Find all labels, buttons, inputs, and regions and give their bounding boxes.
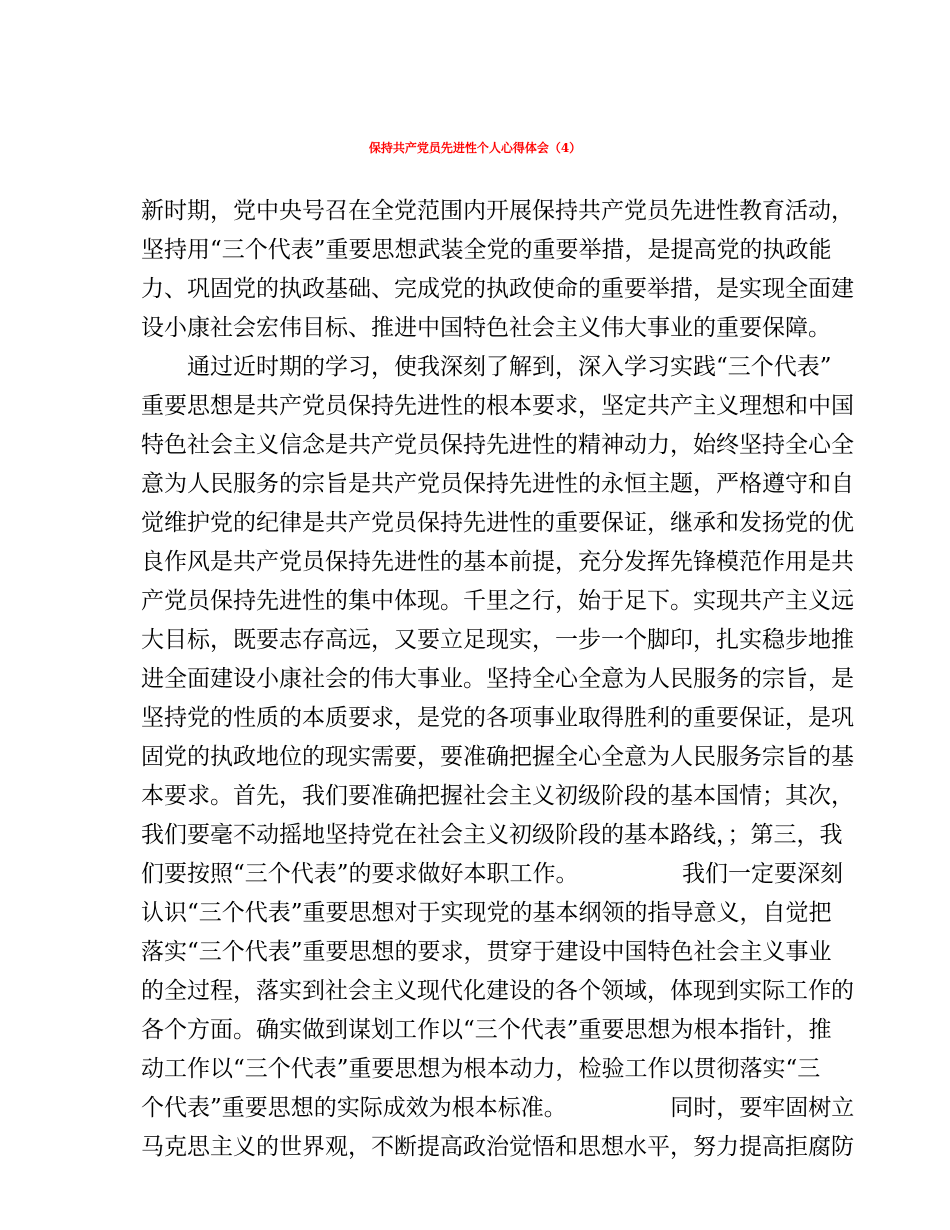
body-text-line: 觉维护党的纪律是共产党员保持先进性的重要保证，继承和发扬党的优 [141, 510, 854, 536]
body-text-line: 通过近时期的学习，使我深刻了解到，深入学习实践“三个代表” [141, 354, 832, 380]
body-text-line: 我们要毫不动摇地坚持党在社会主义初级阶段的基本路线，；第三，我 [141, 822, 843, 848]
body-text-line: 意为人民服务的宗旨是共产党员保持先进性的永恒主题，严格遵守和自 [141, 471, 854, 497]
body-text-line: 动工作以“三个代表”重要思想为根本动力，检验工作以贯彻落实“三 [141, 1056, 821, 1082]
body-text-line: 新时期，党中央号召在全党范围内开展保持共产党员先进性教育活动， [141, 198, 854, 224]
body-text-line: 个代表”重要思想的实际成效为根本标准。 同时，要牢固树立 [141, 1095, 855, 1121]
body-text-line: 们要按照“三个代表”的要求做好本职工作。 我们一定要深刻 [141, 861, 844, 887]
body-text-line: 的全过程，落实到社会主义现代化建设的各个领域，体现到实际工作的 [141, 978, 854, 1004]
body-text-line: 设小康社会宏伟目标、推进中国特色社会主义伟大事业的重要保障。 [141, 315, 831, 341]
body-text-line: 本要求。首先，我们要准确把握社会主义初级阶段的基本国情；其次， [141, 783, 854, 809]
body-text-line: 固党的执政地位的现实需要，要准确把握全心全意为人民服务宗旨的基 [141, 744, 854, 770]
body-text-line: 力、巩固党的执政基础、完成党的执政使命的重要举措，是实现全面建 [141, 276, 854, 302]
body-text-line: 各个方面。确实做到谋划工作以“三个代表”重要思想为根本指针，推 [141, 1017, 832, 1043]
body-text-line: 落实“三个代表”重要思想的要求，贯穿于建设中国特色社会主义事业 [141, 939, 832, 965]
body-text-line: 认识“三个代表”重要思想对于实现党的基本纲领的指导意义，自觉把 [141, 900, 832, 926]
body-text-line: 特色社会主义信念是共产党员保持先进性的精神动力，始终坚持全心全 [141, 432, 854, 458]
body-text-line: 马克思主义的世界观，不断提高政治觉悟和思想水平，努力提高拒腐防 [141, 1134, 854, 1160]
document-title: 保持共产党员先进性个人心得体会（4） [368, 141, 582, 155]
body-text-line: 大目标，既要志存高远，又要立足现实，一步一个脚印，扎实稳步地推 [141, 627, 854, 653]
body-text-line: 坚持党的性质的本质要求，是党的各项事业取得胜利的重要保证，是巩 [141, 705, 854, 731]
body-text-line: 产党员保持先进性的集中体现。千里之行，始于足下。实现共产主义远 [141, 588, 854, 614]
body-text-line: 进全面建设小康社会的伟大事业。坚持全心全意为人民服务的宗旨，是 [141, 666, 854, 692]
body-text-line: 重要思想是共产党员保持先进性的根本要求，坚定共产主义理想和中国 [141, 393, 854, 419]
body-text-line: 良作风是共产党员保持先进性的基本前提，充分发挥先锋模范作用是共 [141, 549, 854, 575]
body-text-line: 坚持用“三个代表”重要思想武装全党的重要举措，是提高党的执政能 [141, 237, 832, 263]
